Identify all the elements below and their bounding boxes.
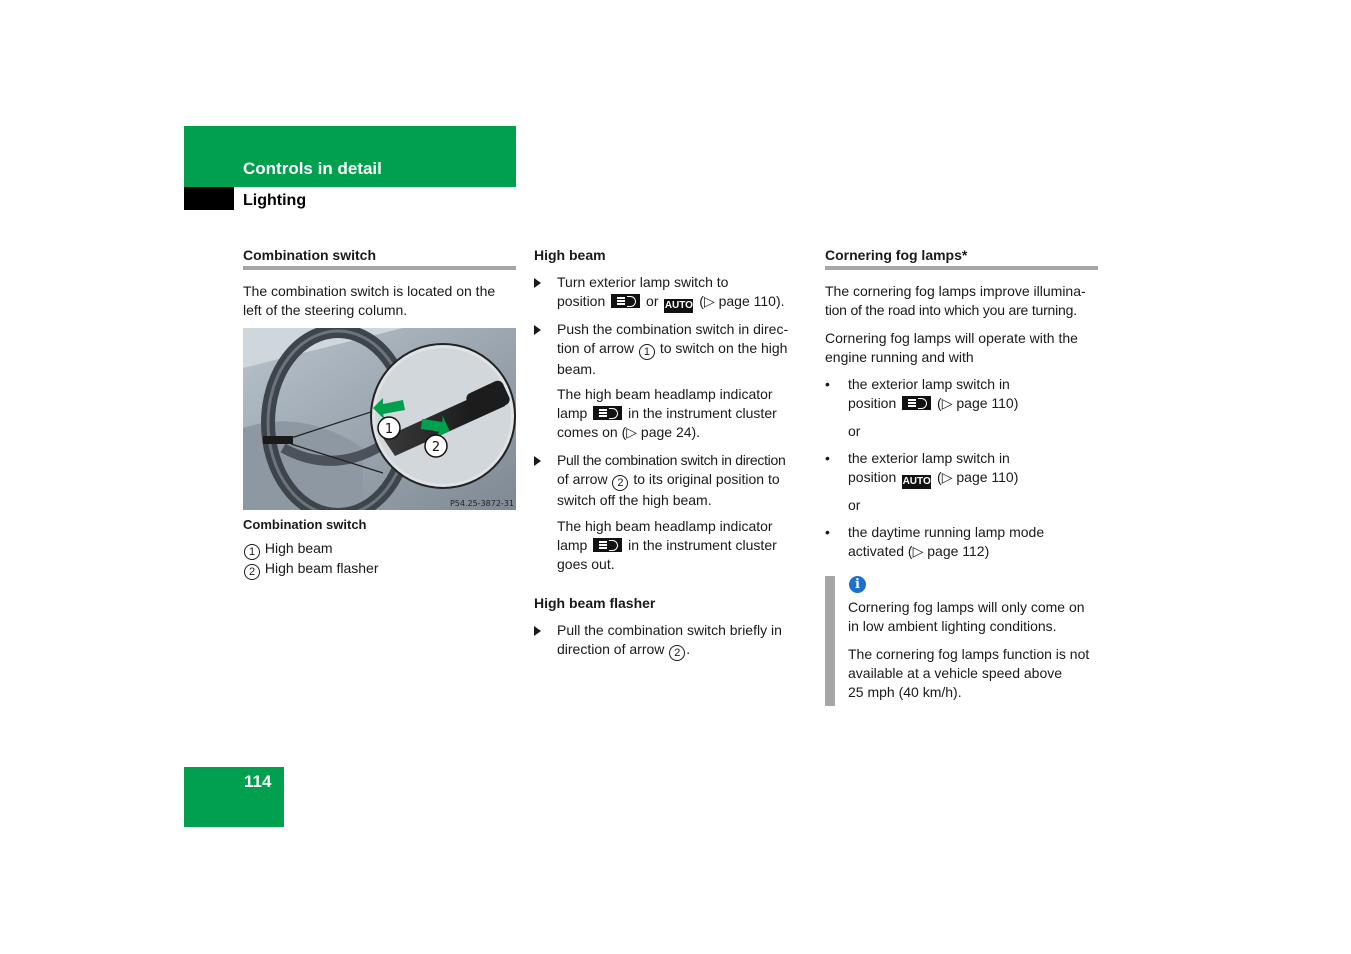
heading-cornering-fog-lamps: Cornering fog lamps* <box>825 247 968 263</box>
bullet-dot: • <box>825 376 830 392</box>
header-tab <box>184 187 234 210</box>
arrow-number-2: 2 <box>669 645 685 661</box>
intro-text: The combination switch is located on the left of the steering column. <box>243 283 496 318</box>
figure-caption: Combination switch <box>243 517 367 532</box>
subsection-title: Lighting <box>243 192 307 209</box>
legend-label-2: High beam flasher <box>264 560 379 576</box>
high-beam-off-note: The high beam headlamp indicator lamp in the instrument cluster goes out. <box>557 518 777 572</box>
figure-illustration <box>243 328 516 510</box>
legend-item-2 <box>243 559 379 580</box>
bullet-triangle-icon <box>534 456 541 466</box>
heading-rule <box>243 266 516 270</box>
arrow-number-2: 2 <box>612 475 628 491</box>
or-2: or <box>848 497 861 513</box>
bullet-dot: • <box>825 524 830 540</box>
figure-code: P54.25-3872-31 <box>449 499 514 508</box>
bullet-triangle-icon <box>534 626 541 636</box>
fog-intro: The cornering fog lamps improve illumina- tion of the road into which you are turning. <box>825 283 1086 318</box>
figure-callout-1: 1 <box>384 422 394 437</box>
heading-combination-switch: Combination switch <box>243 247 376 263</box>
or-1: or <box>848 423 861 439</box>
high-beam-symbol-icon <box>593 538 622 552</box>
fog-operate: Cornering fog lamps will operate with the engine running and with <box>825 330 1078 365</box>
high-beam-symbol-icon <box>902 396 931 410</box>
auto-symbol-icon: AUTO <box>664 300 693 311</box>
heading-high-beam-flasher: High beam flasher <box>534 595 656 611</box>
page-number: 114 <box>244 772 272 791</box>
legend-number-2: 2 <box>244 564 260 580</box>
section-title: Controls in detail <box>243 159 382 178</box>
bullet-triangle-icon <box>534 325 541 335</box>
legend-label-1: High beam <box>264 540 333 556</box>
figure-callout-2: 2 <box>431 440 441 455</box>
note-bar <box>825 576 835 706</box>
combination-switch-figure <box>243 328 516 510</box>
bullet-triangle-icon <box>534 278 541 288</box>
bullet-dot: • <box>825 450 830 466</box>
info-note-2: The cornering fog lamps function is not available at a vehicle speed above 25 mph (40 km/h). <box>848 646 1090 700</box>
info-note-1: Cornering fog lamps will only come on in low ambient lighting conditions. <box>848 599 1085 634</box>
legend-number-1: 1 <box>244 544 260 560</box>
auto-symbol-icon: AUTO <box>902 476 931 487</box>
heading-rule <box>825 266 1098 270</box>
high-beam-symbol-icon <box>611 294 640 308</box>
heading-high-beam: High beam <box>534 247 606 263</box>
high-beam-on-note: The high beam headlamp indicator lamp in the instrument cluster comes on (▷ page 24). <box>557 386 777 440</box>
legend-item-1 <box>243 539 333 560</box>
arrow-number-1: 1 <box>639 344 655 360</box>
info-icon: i <box>849 576 866 593</box>
high-beam-symbol-icon <box>593 406 622 420</box>
